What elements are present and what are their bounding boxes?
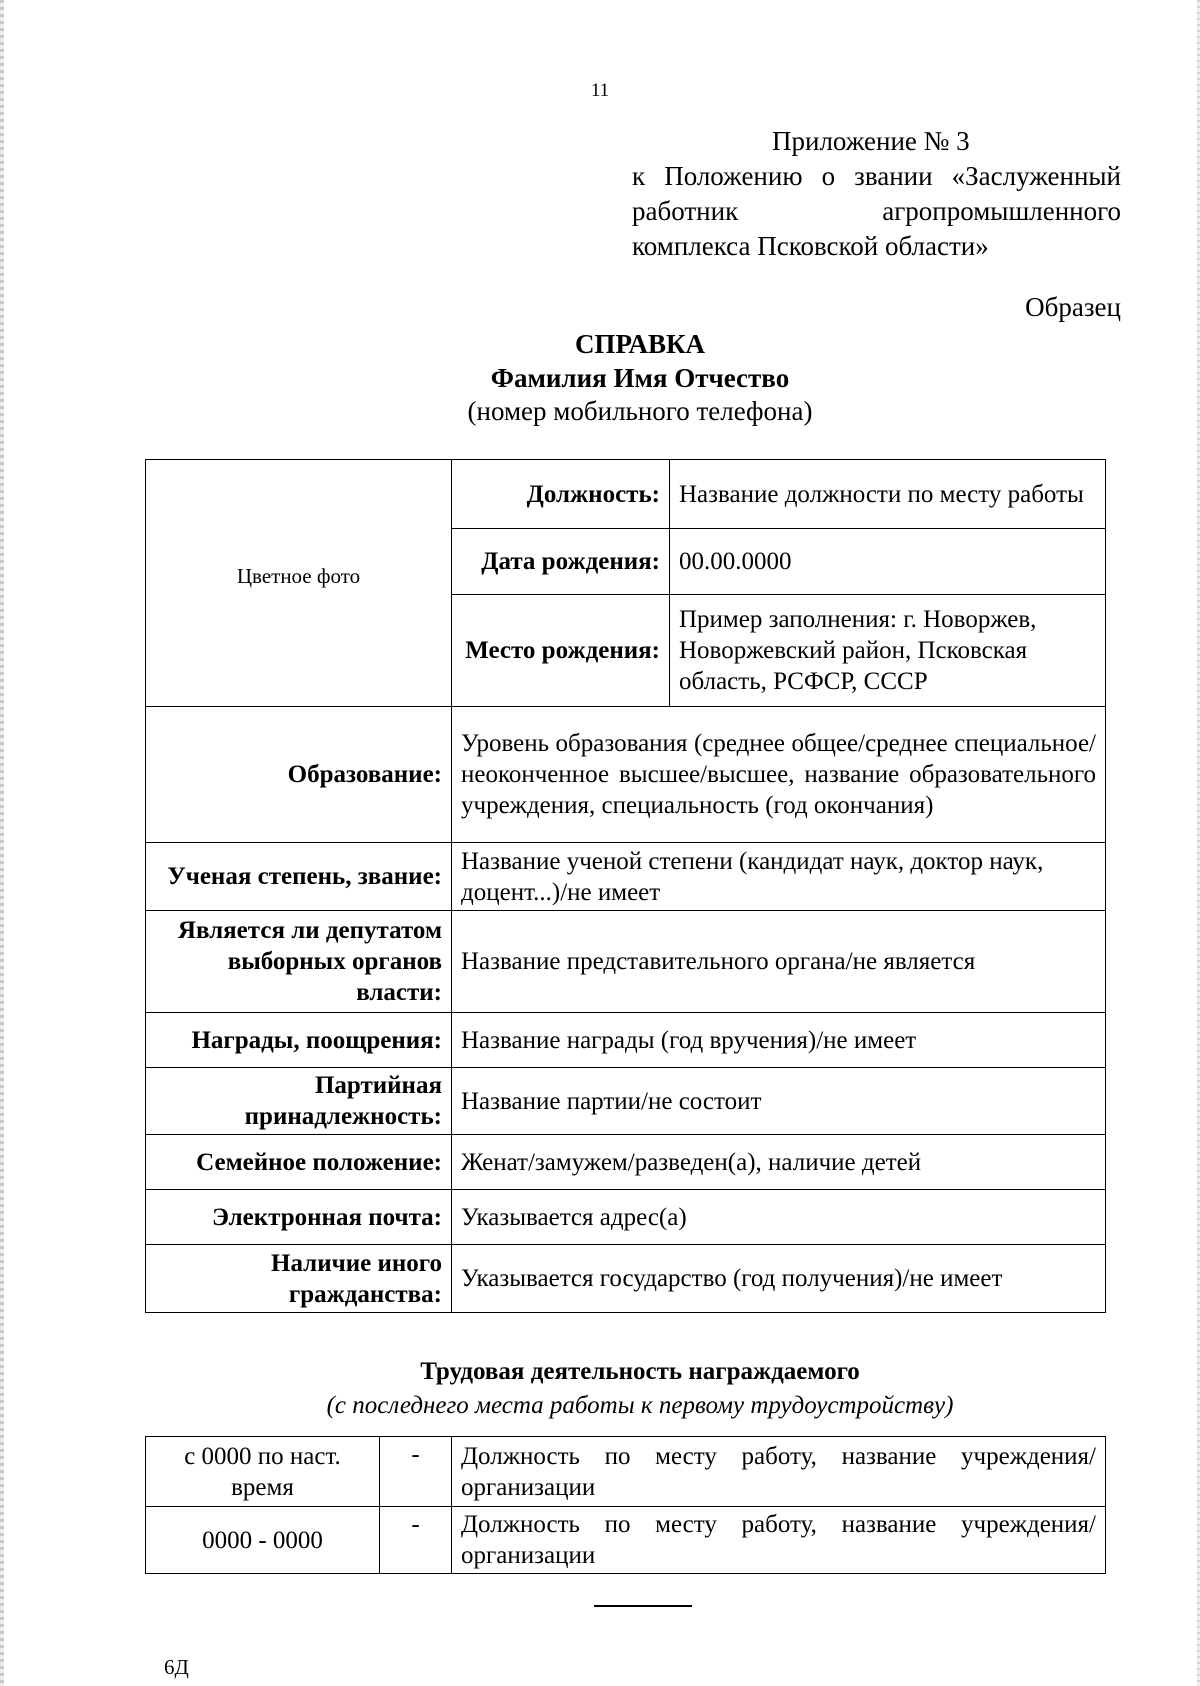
- appendix-line: работник агропромышленного: [632, 196, 1121, 226]
- field-value: Название представительного органа/не является: [452, 911, 1106, 1013]
- work-dash: -: [380, 1437, 452, 1507]
- birth-place-value: Пример заполнения: г. Новоржев, Новоржевский район, Псковская область, РСФСР, СССР: [670, 595, 1106, 707]
- table-row: [146, 911, 1106, 1013]
- field-label: Партийная принадлежность:: [146, 1068, 452, 1135]
- appendix-line: к Положению о звании «Заслуженный: [632, 161, 1121, 191]
- work-history-subtitle: (с последнего места работы к первому трудоустройству): [326, 1392, 954, 1419]
- scan-edge-left: [0, 0, 4, 1686]
- field-value: Название ученой степени (кандидат наук, доктор наук, доцент...)/не имеет: [452, 843, 1106, 911]
- field-label: Электронная почта:: [146, 1190, 452, 1245]
- field-label: Ученая степень, звание:: [146, 843, 452, 911]
- field-value: Указывается адрес(а): [452, 1190, 1106, 1245]
- photo-label: Цветное фото: [236, 564, 361, 588]
- field-label: Является ли депутатом выборных органов власти:: [146, 911, 452, 1013]
- table-row: [146, 1507, 1106, 1574]
- end-rule: [594, 1605, 692, 1607]
- table-row: [146, 1190, 1106, 1245]
- field-value: Указывается государство (год получения)/не имеет: [452, 1245, 1106, 1313]
- birth-date-label: Дата рождения:: [452, 529, 670, 595]
- field-value: Название партии/не состоит: [452, 1068, 1106, 1135]
- page-number: 11: [590, 80, 610, 101]
- table-row: [146, 1135, 1106, 1190]
- document-title: СПРАВКА: [574, 329, 706, 359]
- full-name-heading: Фамилия Имя Отчество: [490, 363, 790, 393]
- appendix-block: [632, 124, 1121, 264]
- field-value: Название награды (год вручения)/не имеет: [452, 1013, 1106, 1068]
- work-position: Должность по месту работу, название учреждения/организации: [452, 1437, 1106, 1507]
- field-label: Образование:: [146, 707, 452, 843]
- table-row: [146, 1437, 1106, 1507]
- work-history-title: Трудовая деятельность награждаемого: [420, 1358, 860, 1385]
- table-row: [146, 1245, 1106, 1313]
- field-value: Женат/замужем/разведен(а), наличие детей: [452, 1135, 1106, 1190]
- field-value: Уровень образования (среднее общее/среднее специальное/неоконченное высшее/высшее, название образовательного учреждения, специальность (год окончания): [452, 707, 1106, 843]
- work-dash: -: [380, 1507, 452, 1574]
- work-position: Должность по месту работу, название учреждения/организации: [452, 1507, 1106, 1574]
- footer-code: 6Д: [164, 1655, 189, 1679]
- table-row: [146, 460, 1106, 529]
- work-period: 0000 - 0000: [146, 1507, 380, 1574]
- appendix-title: Приложение № 3: [772, 126, 970, 156]
- table-row: [146, 843, 1106, 911]
- work-period: с 0000 по наст. время: [146, 1437, 380, 1507]
- work-history-table: [145, 1436, 1106, 1574]
- table-row: [146, 707, 1106, 843]
- birth-date-value: 00.00.0000: [670, 529, 1106, 595]
- sample-label: Образец: [1025, 292, 1121, 322]
- profile-table: [145, 459, 1106, 1313]
- table-row: [146, 1013, 1106, 1068]
- phone-heading: (номер мобильного телефона): [467, 396, 813, 426]
- field-label: Наличие иного гражданства:: [146, 1245, 452, 1313]
- field-label: Награды, поощрения:: [146, 1013, 452, 1068]
- appendix-line: комплекса Псковской области»: [632, 231, 989, 261]
- table-row: [146, 1068, 1106, 1135]
- position-label: Должность:: [452, 460, 670, 529]
- field-label: Семейное положение:: [146, 1135, 452, 1190]
- photo-placeholder: [146, 460, 452, 707]
- birth-place-label: Место рождения:: [452, 595, 670, 707]
- position-value: Название должности по месту работы: [670, 460, 1106, 529]
